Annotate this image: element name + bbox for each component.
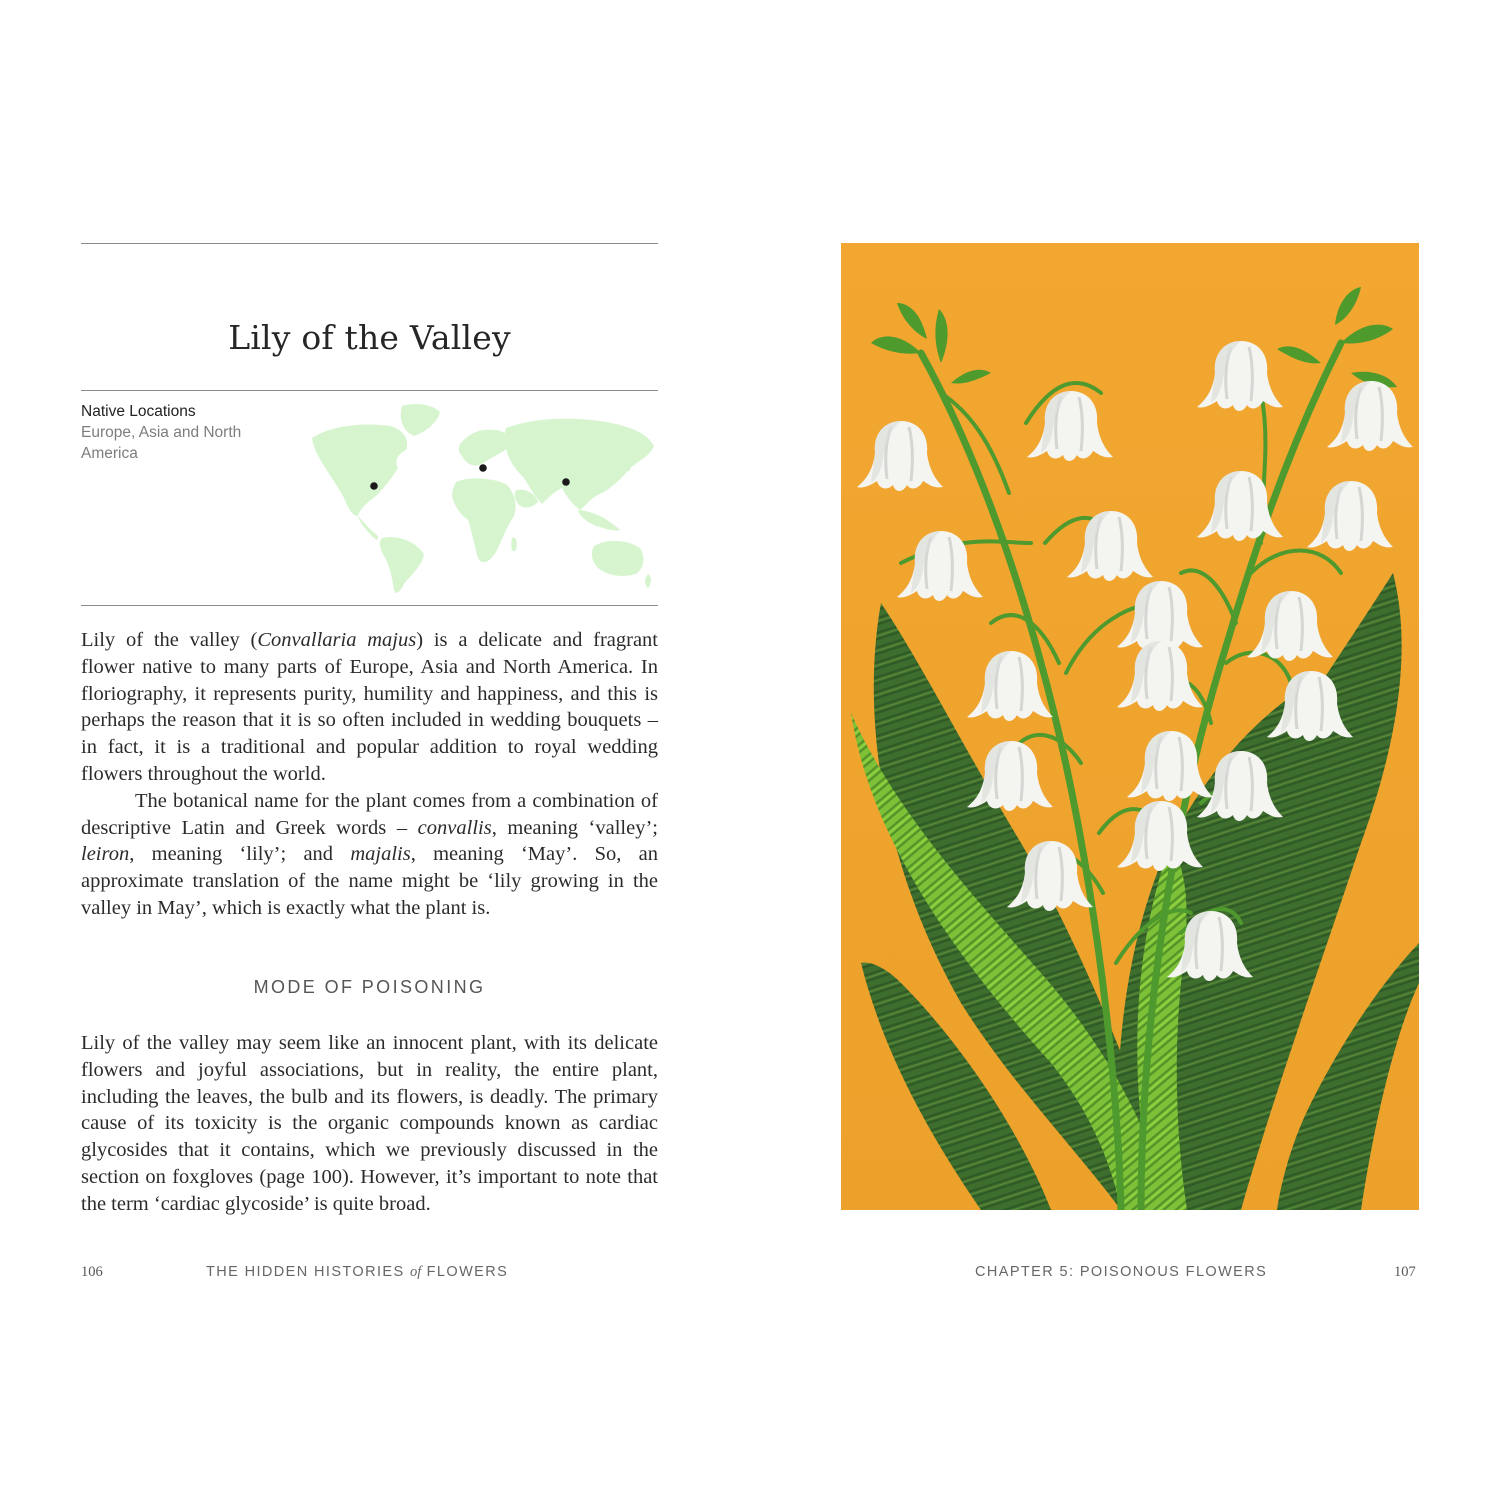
poisoning-text: [81, 1030, 658, 1218]
left-page: [81, 0, 658, 1500]
north-america: [312, 425, 407, 517]
running-head-left: THE HIDDEN HISTORIES of FLOWERS: [206, 1264, 509, 1280]
southeast-asia: [578, 510, 620, 531]
map-rule: [81, 605, 658, 606]
native-locations: [81, 401, 281, 464]
central-america: [358, 516, 378, 540]
page-title: Lily of the Valley: [228, 318, 511, 358]
location-marker-icon: [562, 478, 570, 486]
europe: [459, 430, 510, 466]
native-locations-value: Europe, Asia and North America: [81, 424, 242, 462]
greenland: [401, 404, 440, 436]
section-heading: MODE OF POISONING: [253, 977, 486, 997]
paragraph-3: Lily of the valley may seem like an innocent plant, with its delicate flowers and joyful associations, but in reality, the entire plant, including the leaves, the bulb and its flowers, is deadly. The primary cause of its toxicity is the organic compounds known as cardiac glycosides that it contains, which we previously discussed in the section on foxgloves (page 100). However, it’s important to note that the term ‘cardiac glycoside’ is quite broad.: [81, 1032, 658, 1215]
new-zealand: [645, 574, 651, 588]
page-number-left: 106: [81, 1264, 103, 1280]
world-map-graphic: [310, 398, 658, 596]
title-rule: [81, 390, 658, 391]
map-land: [312, 404, 654, 593]
top-rule: [81, 243, 658, 244]
location-marker-icon: [370, 482, 378, 490]
paragraph-2: The botanical name for the plant comes from a combination of descriptive Latin and Greek words – convallis, meaning ‘valley’; leiron, meaning ‘lily’; and majalis, meaning ‘May’. So, an approximate translation of the name might be ‘lily growing in the valley in May’, which is exactly what the plant is.: [81, 789, 658, 919]
africa: [452, 478, 516, 562]
madagascar: [511, 538, 517, 552]
location-marker-icon: [479, 464, 487, 472]
intro-text: [81, 627, 658, 922]
south-america: [380, 537, 424, 593]
native-locations-label: Native Locations: [81, 403, 196, 420]
running-head-right: CHAPTER 5: POISONOUS FLOWERS: [975, 1264, 1268, 1280]
japan: [624, 456, 632, 472]
species-name: Convallaria majus: [257, 629, 417, 651]
page-number-right: 107: [1394, 1264, 1416, 1280]
paragraph-1: Lily of the valley (Convallaria majus) is a delicate and fragrant flower native to many parts of Europe, Asia and North America. In floriography, it represents purity, humility and happiness, and this is perhaps the reason that it is so often included in wedding bouquets – in fact, it is a traditional and popular addition to royal wedding flowers throughout the world.: [81, 629, 658, 785]
australia: [592, 541, 644, 576]
lily-illustration: [841, 243, 1419, 1210]
